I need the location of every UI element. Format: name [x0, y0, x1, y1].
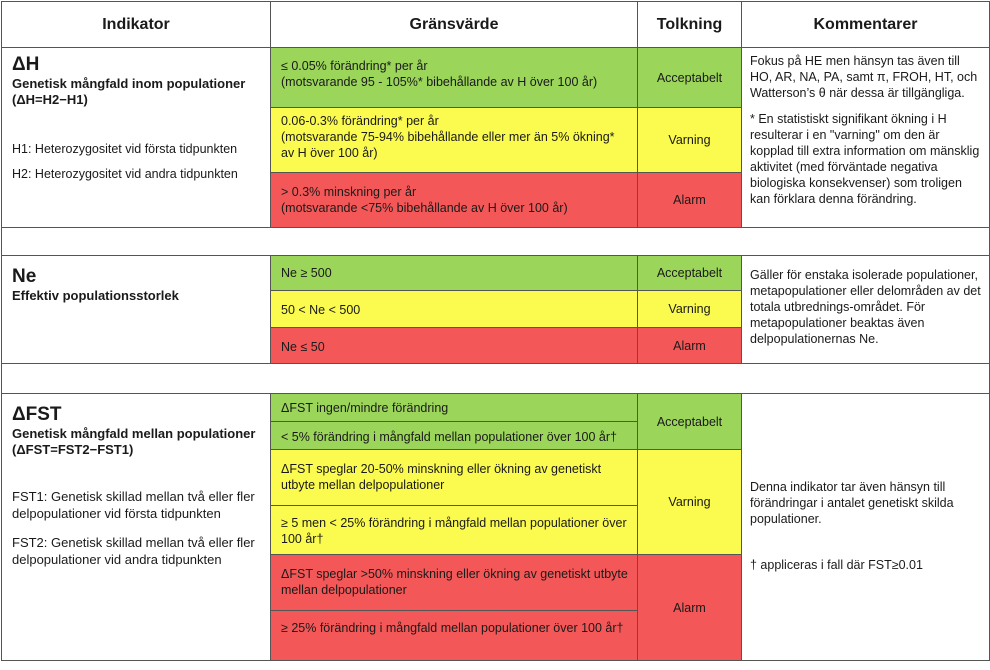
fst-threshold-2-text: < 5% förändring i mångfald mellan populationer över 100 år†: [281, 430, 617, 444]
dh-threshold-alarm-line1: > 0.3% minskning per år: [281, 185, 417, 199]
dh-row-acceptable: [2, 48, 990, 108]
dh-tolkning-acceptable: Acceptabelt: [638, 48, 742, 108]
fst-symbol: ΔFST: [12, 404, 62, 425]
fst-threshold-2: [271, 422, 638, 450]
dh-h1-definition: H1: Heterozygositet vid första tidpunkten: [12, 142, 238, 156]
header-kommentarer: Kommentarer: [742, 2, 990, 48]
header-gransvarde: Gränsvärde: [271, 2, 638, 48]
header-row: [2, 2, 990, 48]
dh-threshold-alarm-line2: (motsvarande <75% bibehållande av H över 100 år): [281, 201, 568, 215]
fst-threshold-3-text: ΔFST speglar 20-50% minskning eller ökning av genetiskt utbyte mellan delpopulationer: [281, 462, 602, 492]
ne-row-acceptable: [2, 256, 990, 291]
fst-threshold-5-text: ΔFST speglar >50% minskning eller ökning av genetiskt utbyte mellan delpopulationer: [281, 567, 628, 597]
fst-threshold-4: [271, 506, 638, 555]
ne-threshold-alarm-text: Ne ≤ 50: [281, 340, 325, 354]
dh-tolkning-warning: Varning: [638, 108, 742, 173]
fst-row-1: [2, 394, 990, 422]
ne-threshold-alarm: [271, 328, 638, 364]
ne-title: Effektiv populationsstorlek: [12, 288, 179, 303]
dh-threshold-warning-line2: (motsvarande 75-94% bibehållande eller mer än 5% ökning* av H över 100 år): [281, 130, 615, 160]
dh-threshold-warning-line1: 0.06-0.3% förändring* per år: [281, 114, 439, 128]
dh-tolkning-alarm: Alarm: [638, 173, 742, 228]
spacer-row-2: [2, 364, 990, 394]
fst-tolkning-warning: Varning: [638, 450, 742, 555]
spacer-row-1: [2, 228, 990, 256]
ne-threshold-warning: [271, 291, 638, 328]
fst-threshold-5: [271, 555, 638, 611]
fst-f1-definition: FST1: Genetisk skillad mellan två eller fler delpopulationer vid första tidpunkten: [12, 489, 255, 521]
dh-threshold-acceptable: [271, 48, 638, 108]
dh-threshold-acceptable-line1: ≤ 0.05% förändring* per år: [281, 59, 428, 73]
fst-threshold-6: [271, 611, 638, 661]
fst-formula: (ΔFST=FST2−FST1): [12, 442, 134, 457]
fst-tolkning-alarm: Alarm: [638, 555, 742, 661]
dh-title: Genetisk mångfald inom populationer: [12, 76, 246, 91]
dh-comment-1: Fokus på HE men hänsyn tas även till HO, AR, NA, PA, samt π, FROH, HT, och Watterson’s θ när dessa är tillgängliga.: [750, 54, 978, 100]
header-indikator: Indikator: [2, 2, 271, 48]
header-tolkning: Tolkning: [638, 2, 742, 48]
dh-comment-2: * En statistiskt signifikant ökning i H resulterar i en "varning" om den är kopplad till extra information om mänsklig aktivitet (med förväntade negativa biologiska konsekvenser) som troligen kan förklara denna förändring.: [750, 112, 980, 206]
spacer-cell: [2, 364, 990, 394]
indicator-table: [1, 1, 990, 661]
ne-symbol: Ne: [12, 266, 37, 287]
fst-tolkning-acceptable: Acceptabelt: [638, 394, 742, 450]
fst-title: Genetisk mångfald mellan populationer: [12, 426, 256, 441]
ne-tolkning-alarm: Alarm: [638, 328, 742, 364]
dh-threshold-acceptable-line2: (motsvarande 95 - 105%* bibehållande av H över 100 år): [281, 75, 598, 89]
fst-threshold-3: [271, 450, 638, 506]
dh-h2-definition: H2: Heterozygositet vid andra tidpunkten: [12, 167, 238, 181]
fst-threshold-1: [271, 394, 638, 422]
dh-formula: (ΔH=H2−H1): [12, 92, 88, 107]
fst-comment-cell: [742, 394, 990, 661]
ne-tolkning-acceptable: Acceptabelt: [638, 256, 742, 291]
fst-f2-definition: FST2: Genetisk skillad mellan två eller fler delpopulationer vid andra tidpunkten: [12, 535, 255, 567]
fst-comment-1: Denna indikator tar även hänsyn till förändringar i antalet genetiskt skilda populationer.: [750, 480, 954, 526]
dh-symbol: ΔH: [12, 54, 40, 75]
ne-threshold-acceptable: [271, 256, 638, 291]
ne-indicator-cell: [2, 256, 271, 364]
ne-comment: Gäller för enstaka isolerade populationer, metapopulationer eller delområden av det totala utbrednings-området. För metapopulationer beaktas även delpopulationernas Ne.: [750, 268, 981, 346]
dh-comment-cell: [742, 48, 990, 228]
fst-indicator-cell: [2, 394, 271, 661]
dh-threshold-alarm: [271, 173, 638, 228]
fst-comment-2: † appliceras i fall där FST≥0.01: [750, 558, 923, 572]
fst-threshold-1-text: ΔFST ingen/mindre förändring: [281, 401, 449, 415]
dh-indicator-cell: [2, 48, 271, 228]
fst-threshold-4-text: ≥ 5 men < 25% förändring i mångfald mellan populationer över 100 år†: [281, 516, 627, 546]
ne-threshold-acceptable-text: Ne ≥ 500: [281, 266, 332, 280]
ne-threshold-warning-text: 50 < Ne < 500: [281, 303, 361, 317]
fst-threshold-6-text: ≥ 25% förändring i mångfald mellan populationer över 100 år†: [281, 621, 624, 635]
ne-tolkning-warning: Varning: [638, 291, 742, 328]
spacer-cell: [2, 228, 990, 256]
ne-comment-cell: [742, 256, 990, 364]
dh-threshold-warning: [271, 108, 638, 173]
